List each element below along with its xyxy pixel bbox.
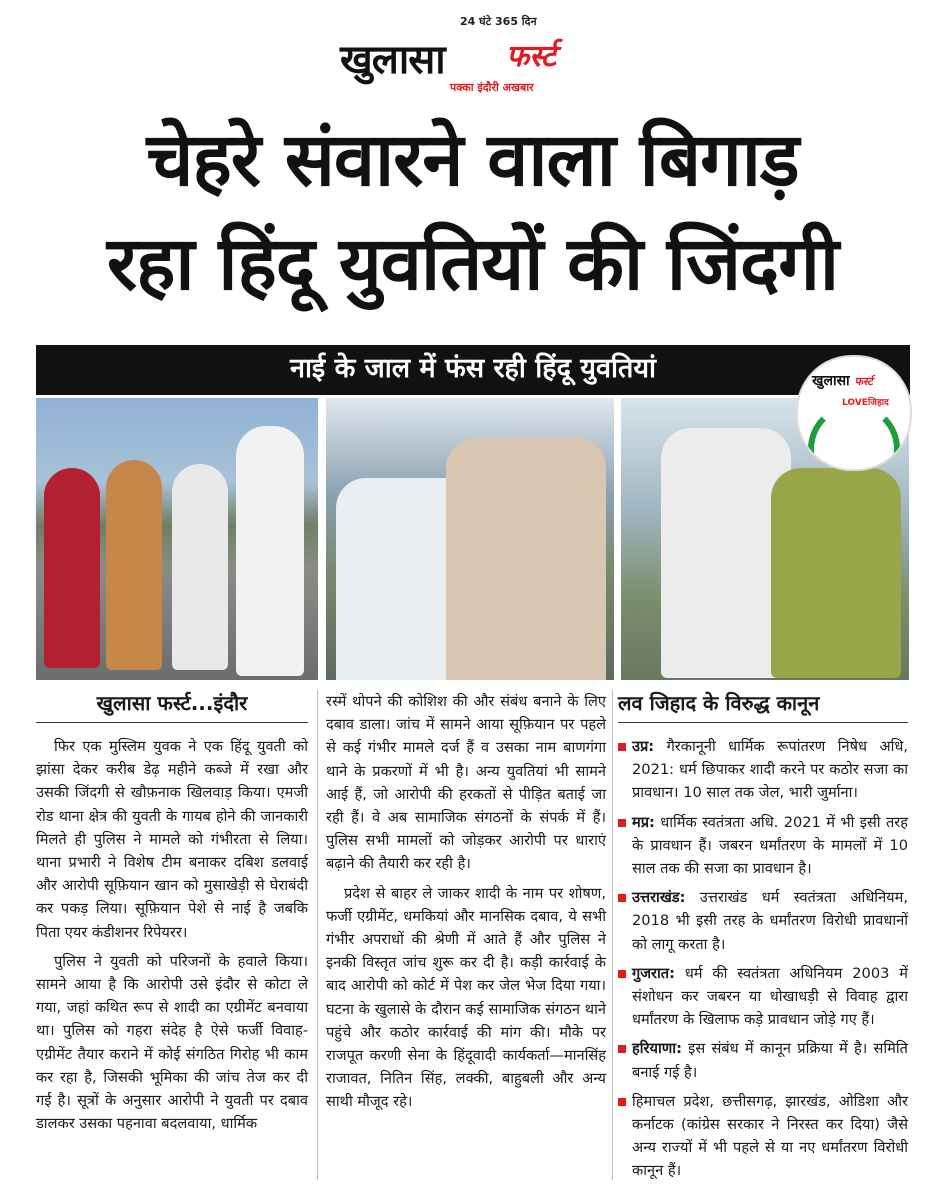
masthead <box>330 14 620 94</box>
subheadline-bar: नाई के जाल में फंस रही हिंदू युवतियां <box>36 345 910 395</box>
paragraph: फिर एक मुस्लिम युवक ने एक हिंदू युवती को झांसा देकर करीब डेढ़ महीने कब्जे में रखा और उसकी जिंदगी से खौफ़नाक खिलवाड़ किया। एमजी रोड थाना क्षेत्र की युवती के गायब होने की जानकारी मिलते ही पुलिस ने मामले को गंभीरता से लिया। थाना प्रभारी ने विशेष टीम बनाकर दबिश डलवाई और आरोपी सूफ़ियान खान को मुसाखेड़ी से घेराबंदी कर पकड़ लिया। सूफ़ियान पेशे से नाई है जबकि पिता एयर कंडीशनर रिपेयरर। <box>36 738 308 941</box>
love-jihad-badge <box>796 355 912 471</box>
law-item: गुजरात: धर्म की स्वतंत्रता अधिनियम 2003 में संशोधन कर जबरन या धोखाधड़ी से विवाह द्वारा धर्मांतरण के खिलाफ कड़े प्रावधान जोड़े गए हैं। <box>618 962 908 1032</box>
law-list <box>618 735 908 1183</box>
masthead-brand-second: फर्स्ट <box>506 39 556 74</box>
column-divider <box>317 690 318 1180</box>
law-box <box>618 690 908 1189</box>
law-item: हरियाणा: इस संबंध में कानून प्रक्रिया में है। समिति बनाई गई है। <box>618 1037 908 1083</box>
law-item: हिमाचल प्रदेश, छत्तीसगढ़, झारखंड, ओडिशा और कर्नाटक (कांग्रेस सरकार ने निरस्त कर दिया) जैसे अन्य राज्यों में भी पहले से या नए धर्मांतरण विरोधी कानून हैं। <box>618 1090 908 1183</box>
paragraph: पुलिस ने युवती को परिजनों के हवाले किया। सामने आया है कि आरोपी उसे इंदौर से कोटा ले गया, जहां कथित रूप से शादी का एग्रीमेंट बनवाया था। पुलिस को गहरा संदेह है ऐसे फर्जी विवाह-एग्रीमेंट तैयार कराने में कोई संगठित गिरोह भी काम कर रहा है, जिसकी भूमिका की जांच तेज कर दी गई है। सूत्रों के अनुसार आरोपी ने युवती पर दबाव डालकर उसका पहनावा बदलवाया, धार्मिक <box>36 952 308 1133</box>
paragraph: प्रदेश से बाहर ले जाकर शादी के नाम पर शोषण, फर्जी एग्रीमेंट, धमकियां और मानसिक दबाव, ये सभी गंभीर अपराधों की श्रेणी में आते हैं और पुलिस ने इनकी विस्तृत जांच शुरू कर दी है। कड़ी कार्रवाई के बाद आरोपी को कोर्ट में पेश कर जेल भेज दिया गया। घटना के खुलासे के दौरान कई सामाजिक संगठन थाने पहुंचे और कठोर कार्रवाई की मांग की। मौके पर राजपूत करणी सेना के हिंदूवादी कार्यकर्ता—मानसिंह राजावत, नितिन सिंह, लक्की, बाहुबली और अन्य साथी मौजूद रहे। <box>326 884 606 1111</box>
law-item: उत्तराखंड: उत्तराखंड धर्म स्वतंत्रता अधिनियम, 2018 भी इसी तरह के धर्मांतरण विरोधी प्रावधानों को लागू करता है। <box>618 886 908 956</box>
masthead-tagline: 24 घंटे 365 दिन <box>460 15 537 28</box>
article-column-2 <box>326 690 606 1120</box>
badge-brand: खुलासा फर्स्ट <box>812 373 873 389</box>
headline-line-2: रहा हिंदू युवतियों की जिंदगी <box>106 221 839 307</box>
photo-selfie <box>326 398 614 680</box>
masthead-subtitle: पक्का इंदौरी अखबार <box>450 81 534 94</box>
paragraph: रस्में थोपने की कोशिश की और संबंध बनाने के लिए दबाव डाला। जांच में सामने आया सूफ़ियान पर पहले से कई गंभीर मामले दर्ज हैं व उसका नाम बाणगंगा थाने के प्रकरणों में भी है। अन्य युवतियां भी सामने आई हैं, जो आरोपी की हरकतों से पीड़ित बताई जा रही हैं। वे अब सामाजिक संगठनों के संपर्क में हैं। पुलिस सभी मामलों को जोड़कर आरोपी पर धाराएं बढ़ाने की तैयारी कर रही है। <box>326 693 606 873</box>
law-box-heading: लव जिहाद के विरुद्ध कानून <box>618 690 908 723</box>
dateline: खुलासा फर्स्ट...इंदौर <box>36 690 308 723</box>
article-column-1 <box>36 690 308 1141</box>
photo-group <box>36 398 318 680</box>
badge-label: LOVEजिहाद <box>842 398 889 408</box>
masthead-brand: खुलासा <box>340 37 445 83</box>
column-divider <box>612 690 613 1180</box>
law-item: उप्र: गैरकानूनी धार्मिक रूपांतरण निषेध अधि, 2021: धर्म छिपाकर शादी करने पर कठोर सजा का प्रावधान। 10 साल तक जेल, भारी जुर्माना। <box>618 735 908 805</box>
badge-ring-icon <box>808 403 900 471</box>
law-item: मप्र: धार्मिक स्वतंत्रता अधि. 2021 में भी इसी तरह के प्रावधान हैं। जबरन धर्मांतरण के मामलों में 10 साल तक की सजा का प्रावधान है। <box>618 811 908 881</box>
headline <box>20 108 925 316</box>
headline-line-1: चेहरे संवारने वाला बिगाड़ <box>146 117 799 203</box>
